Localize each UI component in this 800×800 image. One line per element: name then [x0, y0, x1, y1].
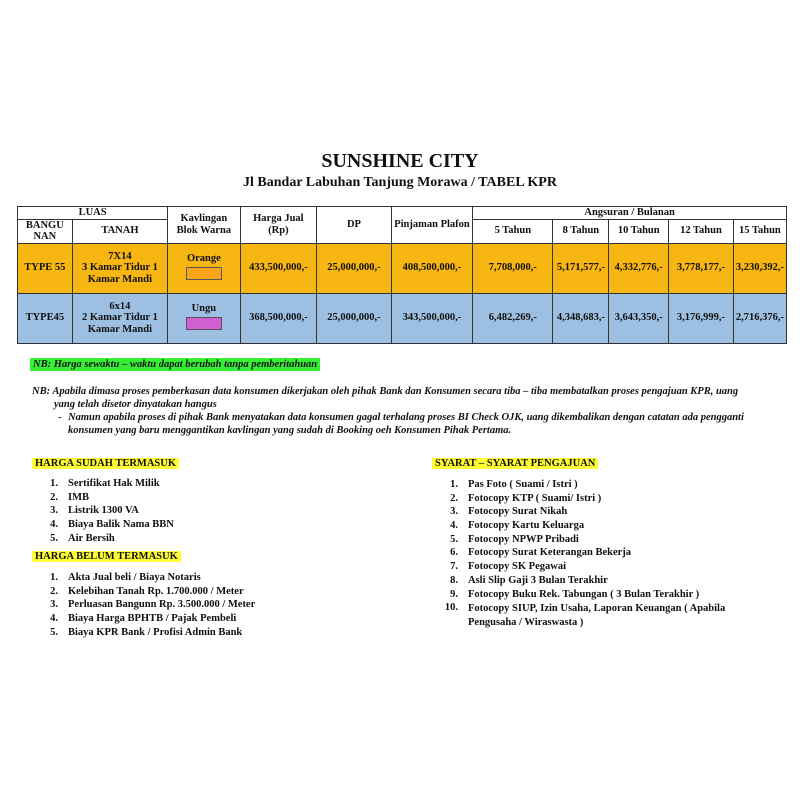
list-item: 2. Kelebihan Tanah Rp. 1.700.000 / Meter — [50, 585, 244, 597]
cancellation-note — [32, 385, 777, 411]
list-item: 5. Biaya KPR Bank / Profisi Admin Bank — [50, 626, 243, 638]
tanah-size: 7X14 — [108, 250, 132, 262]
tanah-cell — [72, 243, 167, 293]
list-item: 2. Fotocopy KTP ( Suami/ Istri ) — [450, 492, 602, 504]
list-item: 3. Listrik 1300 VA — [50, 505, 139, 517]
warna-label: Orange — [186, 253, 221, 265]
header-kavlingan: Kavlingan Blok Warna — [168, 207, 240, 244]
list-item: 4. Fotocopy Kartu Keluarga — [450, 520, 585, 532]
list-item: 5. Fotocopy NPWP Pribadi — [450, 533, 579, 545]
warna-label: Ungu — [191, 303, 217, 315]
color-swatch — [186, 317, 222, 330]
header-luas: LUAS — [18, 207, 168, 220]
harga-sudah-list — [40, 478, 174, 546]
angsuran-cell: 5,171,577,- — [553, 243, 609, 293]
list-item: 3. Fotocopy Surat Nikah — [450, 506, 568, 518]
kpr-table — [17, 206, 787, 344]
angsuran-cell: 3,643,350,- — [609, 293, 669, 343]
angsuran-cell: 7,708,000,- — [473, 243, 553, 293]
header-angsuran: Angsuran / Bulanan — [473, 207, 787, 220]
angsuran-cell: 3,778,177,- — [669, 243, 734, 293]
tanah-size: 6x14 — [109, 300, 131, 312]
harga-cell: 368,500,000,- — [240, 293, 317, 343]
angsuran-cell: 2,716,376,- — [733, 293, 786, 343]
header-tenor: 12 Tahun — [669, 219, 734, 243]
color-swatch — [186, 267, 222, 280]
cancellation-note-line: NB: Apabila dimasa proses pemberkasan data konsumen dikerjakan oleh pihak Bank dan Konsumen secara tiba – tiba membatalkan proses pengajuan KPR, uang — [32, 386, 739, 397]
dash-bullet: - — [58, 412, 62, 423]
tanah-desc: 2 Kamar Tidur 1 Kamar Mandi — [81, 312, 158, 335]
header-tenor: 10 Tahun — [609, 219, 669, 243]
warna-cell — [168, 243, 240, 293]
refund-note — [58, 411, 788, 437]
header-harga: Harga Jual (Rp) — [240, 207, 317, 244]
list-item: 1. Sertifikat Hak Milik — [50, 478, 160, 489]
tanah-desc: 3 Kamar Tidur 1 Kamar Mandi — [81, 262, 158, 285]
price-change-note: NB: Harga sewaktu – waktu dapat berubah tanpa pemberitahuan — [30, 358, 320, 371]
warna-cell — [168, 293, 240, 343]
type-cell: TYPE 55 — [18, 243, 73, 293]
header-tenor: 8 Tahun — [553, 219, 609, 243]
pinjaman-cell: 343,500,000,- — [391, 293, 472, 343]
table-row — [18, 293, 787, 343]
list-item: 4. Biaya Balik Nama BBN — [50, 519, 174, 531]
header-pinjaman: Pinjaman Plafon — [391, 207, 472, 244]
harga-sudah-heading: HARGA SUDAH TERMASUK — [32, 458, 179, 469]
header-tanah: TANAH — [72, 219, 167, 243]
type-cell: TYPE45 — [18, 293, 73, 343]
harga-cell: 433,500,000,- — [240, 243, 317, 293]
dp-cell: 25,000,000,- — [317, 293, 392, 343]
table-row — [18, 243, 787, 293]
list-item: 2. IMB — [50, 491, 89, 503]
list-item: 8. Asli Slip Gaji 3 Bulan Terakhir — [450, 574, 608, 586]
pinjaman-cell: 408,500,000,- — [391, 243, 472, 293]
list-item: 1. Akta Jual beli / Biaya Notaris — [50, 572, 201, 583]
list-item: 3. Perluasan Bangunn Rp. 3.500.000 / Meter — [50, 599, 256, 611]
tanah-cell — [72, 293, 167, 343]
angsuran-cell: 4,348,683,- — [553, 293, 609, 343]
header-tenor: 5 Tahun — [473, 219, 553, 243]
syarat-heading: SYARAT – SYARAT PENGAJUAN — [432, 458, 598, 469]
cancellation-note-line: yang telah disetor dinyatakan hangus — [54, 399, 217, 410]
list-item: 1. Pas Foto ( Suami / Istri ) — [450, 479, 578, 490]
angsuran-cell: 3,230,392,- — [733, 243, 786, 293]
dp-cell: 25,000,000,- — [317, 243, 392, 293]
harga-belum-list — [40, 572, 255, 640]
header-bangunan: BANGU NAN — [18, 219, 73, 243]
angsuran-cell: 3,176,999,- — [669, 293, 734, 343]
angsuran-cell: 6,482,269,- — [473, 293, 553, 343]
header-dp: DP — [317, 207, 392, 244]
list-item: 5. Air Bersih — [50, 532, 115, 544]
list-item: 9. Fotocopy Buku Rek. Tabungan ( 3 Bulan Terakhir ) — [450, 588, 700, 600]
document-subtitle: Jl Bandar Labuhan Tanjung Morawa / TABEL KPR — [243, 175, 557, 190]
header-tenor: 15 Tahun — [733, 219, 786, 243]
refund-note-text: Namun apabila proses di pihak Bank menyatakan data konsumen gagal terhalang proses BI Check OJK, uang dikembalikan dengan catatan ada pengganti konsumen yang baru menggantikan kavlingan yang sudah di Booking oeh Konsumen Pihak Pertama. — [68, 412, 744, 436]
list-item: 7. Fotocopy SK Pegawai — [450, 561, 566, 573]
document-title: SUNSHINE CITY — [321, 150, 479, 172]
angsuran-cell: 4,332,776,- — [609, 243, 669, 293]
list-item: 6. Fotocopy Surat Keterangan Bekerja — [450, 547, 632, 559]
list-item: 4. Biaya Harga BPHTB / Pajak Pembeli — [50, 613, 237, 625]
list-item: 10. Fotocopy SIUP, Izin Usaha, Laporan Keuangan ( Apabila Pengusaha / Wiraswasta ) — [444, 602, 726, 628]
syarat-list — [440, 479, 733, 629]
harga-belum-heading: HARGA BELUM TERMASUK — [32, 551, 181, 562]
